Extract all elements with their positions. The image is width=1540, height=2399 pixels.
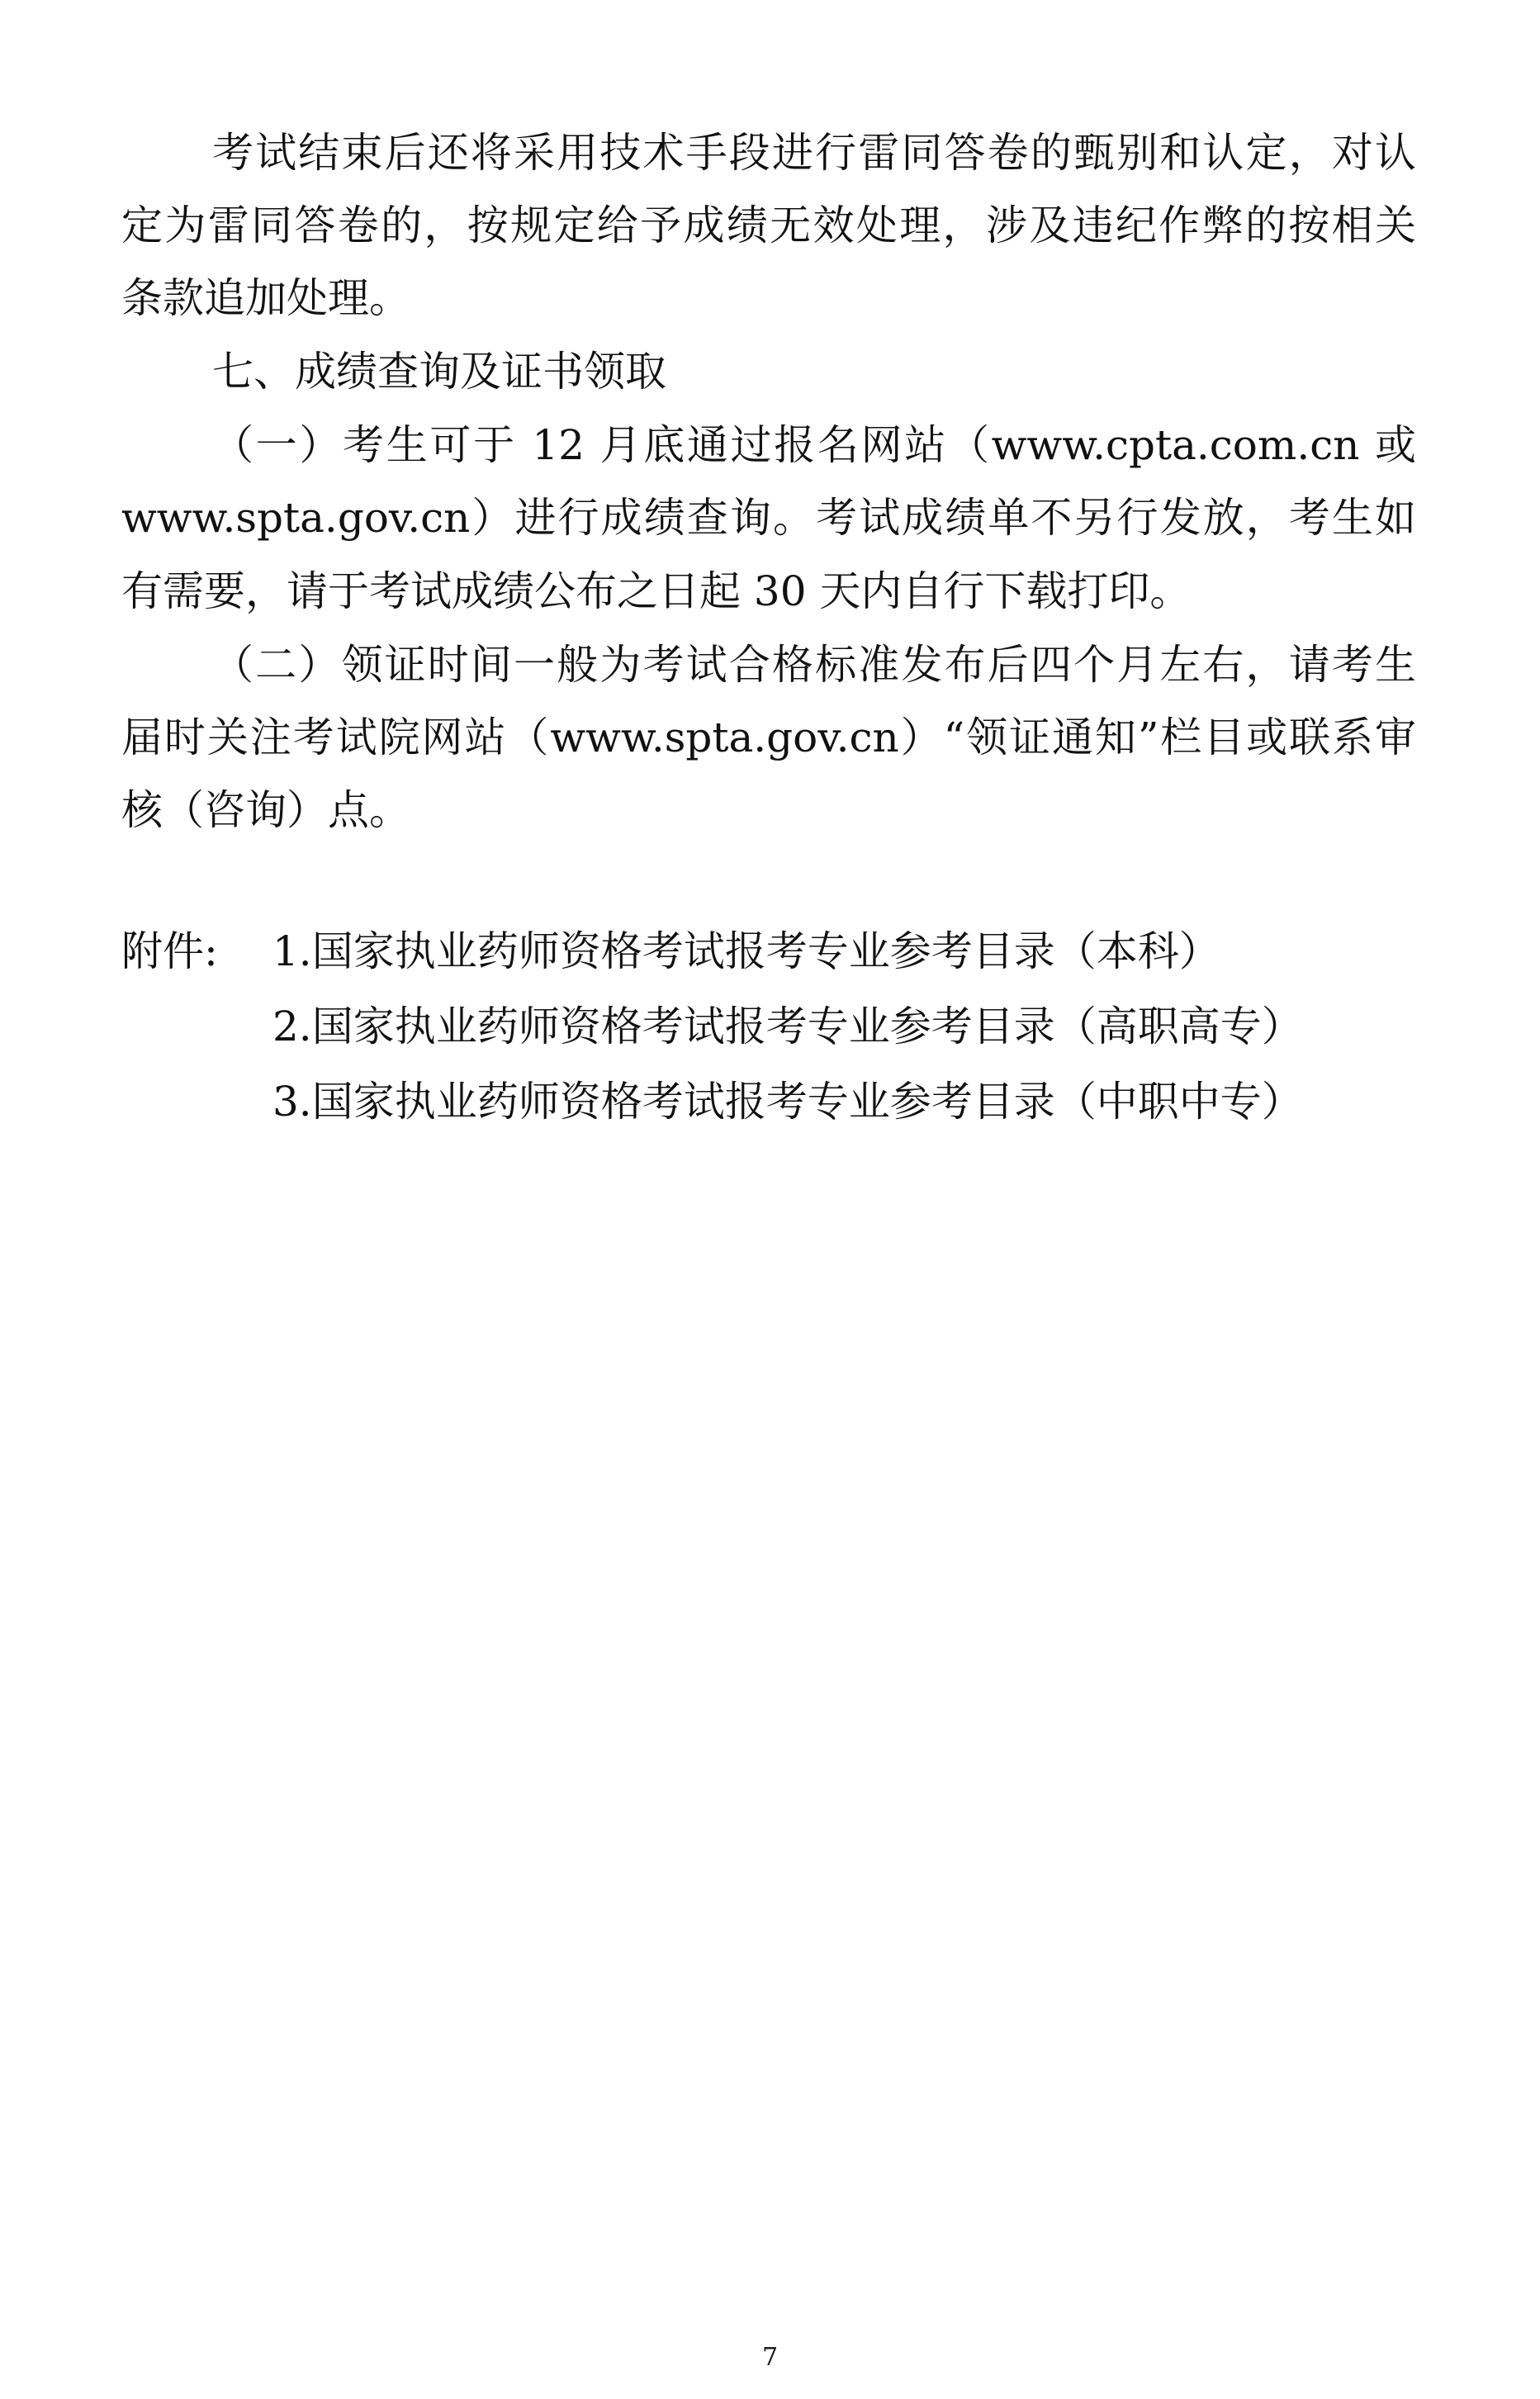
attachment-item-3: 3.国家执业药师资格考试报考专业参考目录（中职中专） bbox=[272, 1078, 1303, 1126]
attachments-label: 附件: bbox=[121, 927, 218, 975]
attachment-item-2: 2.国家执业药师资格考试报考专业参考目录（高职高专） bbox=[272, 1003, 1303, 1050]
paragraph-3-line-1: （二）领证时间一般为考试合格标准发布后四个月左右，请考生 bbox=[212, 641, 1416, 689]
section-heading: 七、成绩查询及证书领取 bbox=[212, 348, 666, 396]
paragraph-3-line-3: 核（咨询）点。 bbox=[121, 786, 410, 834]
paragraph-1-line-2: 定为雷同答卷的，按规定给予成绩无效处理，涉及违纪作弊的按相关 bbox=[121, 201, 1416, 249]
paragraph-2-line-1: （一）考生可于 12 月底通过报名网站（www.cpta.com.cn 或 bbox=[212, 421, 1416, 469]
paragraph-2-line-3: 有需要，请于考试成绩公布之日起 30 天内自行下载打印。 bbox=[121, 567, 1192, 615]
attachment-item-1: 1.国家执业药师资格考试报考专业参考目录（本科） bbox=[272, 927, 1220, 975]
paragraph-1-line-1: 考试结束后还将采用技术手段进行雷同答卷的甄别和认定，对认 bbox=[212, 129, 1416, 177]
paragraph-1-line-3: 条款追加处理。 bbox=[121, 274, 410, 322]
page-number: 7 bbox=[761, 2343, 779, 2372]
paragraph-3-line-2: 届时关注考试院网站（www.spta.gov.cn）“领证通知”栏目或联系审 bbox=[121, 714, 1416, 761]
paragraph-2-line-2: www.spta.gov.cn）进行成绩查询。考试成绩单不另行发放，考生如 bbox=[121, 494, 1416, 542]
